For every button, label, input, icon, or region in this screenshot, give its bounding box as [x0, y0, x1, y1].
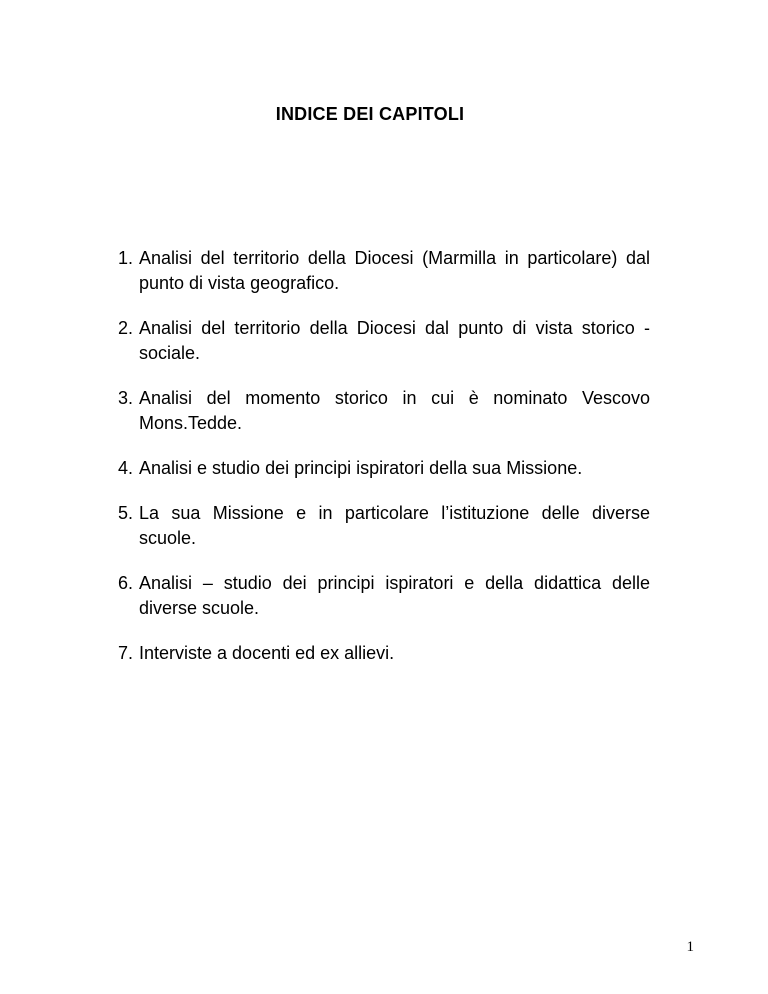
- chapter-item: [118, 246, 650, 296]
- chapter-title: La sua Missione e in particolare l’istituzione delle diverse scuole.: [139, 503, 650, 548]
- chapter-title: Analisi del territorio della Diocesi dal punto di vista storico -sociale.: [139, 318, 650, 363]
- chapter-title: Analisi del territorio della Diocesi (Marmilla in particolare) dal punto di vista geografico.: [139, 248, 650, 293]
- page-number: 1: [686, 939, 694, 955]
- chapter-list: [118, 246, 650, 686]
- chapter-title: Interviste a docenti ed ex allievi.: [139, 643, 395, 663]
- chapter-number: 6.: [118, 573, 134, 593]
- chapter-item: [118, 316, 650, 366]
- chapter-title: Analisi e studio dei principi ispiratori della sua Missione.: [139, 458, 583, 478]
- chapter-item: [118, 641, 650, 666]
- chapter-number: 7.: [118, 643, 134, 663]
- chapter-title: Analisi – studio dei principi ispiratori e della didattica delle diverse scuole.: [139, 573, 650, 618]
- chapter-number: 4.: [118, 458, 134, 478]
- chapter-number: 1.: [118, 248, 134, 268]
- chapter-number: 3.: [118, 388, 134, 408]
- chapter-title: Analisi del momento storico in cui è nominato Vescovo Mons.Tedde.: [139, 388, 650, 433]
- page-title: INDICE DEI CAPITOLI: [275, 104, 465, 124]
- chapter-item: [118, 571, 650, 621]
- chapter-item: [118, 501, 650, 551]
- chapter-number: 2.: [118, 318, 134, 338]
- chapter-item: [118, 456, 650, 481]
- chapter-item: [118, 386, 650, 436]
- chapter-number: 5.: [118, 503, 134, 523]
